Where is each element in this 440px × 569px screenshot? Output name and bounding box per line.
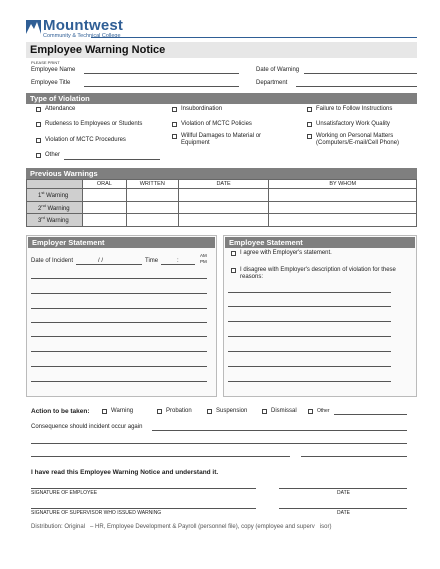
consequence-line[interactable]	[31, 443, 407, 444]
action-probation[interactable]: Probation	[157, 408, 192, 415]
cell[interactable]	[269, 189, 417, 202]
employer-statement-line[interactable]	[31, 278, 207, 279]
employer-statement-line[interactable]	[31, 322, 207, 323]
checkbox[interactable]	[172, 134, 177, 139]
department-label: Department	[256, 80, 288, 86]
employer-statement-line[interactable]	[31, 293, 207, 294]
employee-statement-line[interactable]	[228, 321, 391, 322]
table-row	[27, 201, 417, 214]
checkbox[interactable]	[307, 122, 312, 127]
checkbox[interactable]	[262, 409, 267, 414]
checkbox[interactable]	[172, 122, 177, 127]
violation-other-field[interactable]	[64, 159, 160, 160]
checkbox[interactable]	[231, 268, 236, 273]
date-of-warning-label: Date of Warning	[256, 67, 300, 73]
employee-name-label: Employee Name	[31, 67, 76, 73]
time-colon: :	[177, 258, 179, 264]
consequence-line[interactable]	[31, 456, 290, 457]
employee-statement-header: Employee Statement	[225, 237, 415, 248]
date-of-warning-field[interactable]	[304, 73, 417, 74]
column-header: ORAL	[82, 180, 126, 189]
employee-statement-line[interactable]	[228, 306, 391, 307]
checkbox[interactable]	[307, 107, 312, 112]
cell[interactable]	[82, 201, 126, 214]
checkbox[interactable]	[36, 153, 41, 158]
column-header: DATE	[178, 180, 269, 189]
employee-statement-line[interactable]	[228, 336, 391, 337]
violation-insubordination[interactable]: Insubordination	[172, 106, 222, 113]
employee-date-label: DATE	[337, 490, 350, 496]
cell[interactable]	[82, 189, 126, 202]
employee-title-label: Employee Title	[31, 80, 71, 86]
employer-statement-line[interactable]	[31, 381, 207, 382]
action-dismissal[interactable]: Dismissal	[262, 408, 297, 415]
violation-other[interactable]: Other	[36, 152, 60, 159]
checkbox[interactable]	[172, 107, 177, 112]
consequence-label: Consequence should incident occur again	[31, 424, 143, 430]
checkbox[interactable]	[231, 251, 236, 256]
table-row	[27, 189, 417, 202]
violation-mctc-procedures[interactable]: Violation of MCTC Procedures	[36, 137, 126, 144]
checkbox[interactable]	[307, 134, 312, 139]
consequence-line[interactable]	[301, 456, 407, 457]
action-suspension[interactable]: Suspension	[207, 408, 247, 415]
checkbox[interactable]	[157, 409, 162, 414]
cell[interactable]	[126, 189, 178, 202]
supervisor-signature-line[interactable]	[31, 508, 256, 509]
college-logo-icon	[26, 20, 41, 34]
checkbox[interactable]	[207, 409, 212, 414]
violation-attendance[interactable]: Attendance	[36, 106, 75, 113]
cell[interactable]	[178, 189, 269, 202]
date-of-incident-label: Date of Incident	[31, 258, 74, 264]
employee-statement-line[interactable]	[228, 381, 391, 382]
action-warning[interactable]: Warning	[102, 408, 133, 415]
supervisor-signature-label: SIGNATURE OF SUPERVISOR WHO ISSUED WARNING	[31, 510, 162, 516]
column-header: WRITTEN	[126, 180, 178, 189]
checkbox[interactable]	[36, 122, 41, 127]
table-header-row	[27, 180, 417, 189]
cell[interactable]	[178, 201, 269, 214]
column-header: BY WHOM	[269, 180, 417, 189]
employer-statement-line[interactable]	[31, 366, 207, 367]
employee-signature-line[interactable]	[31, 488, 256, 489]
employee-agree-option[interactable]: I agree with Employer's statement.	[231, 250, 332, 257]
date-separators: / /	[98, 258, 104, 264]
employee-statement-panel	[223, 235, 417, 397]
employee-title-field[interactable]	[84, 86, 239, 87]
action-other-field[interactable]	[334, 414, 407, 415]
action-other[interactable]: Other	[308, 408, 330, 415]
employer-statement-header: Employer Statement	[28, 237, 215, 248]
department-field[interactable]	[296, 86, 417, 87]
am-label: AM	[200, 253, 207, 258]
acknowledge-text: I have read this Employee Warning Notice and understand it.	[31, 469, 219, 476]
cell[interactable]	[126, 201, 178, 214]
row-label: 2nd Warning	[27, 201, 83, 214]
employee-name-field[interactable]	[84, 73, 239, 74]
checkbox[interactable]	[36, 107, 41, 112]
time-label: Time	[145, 258, 159, 264]
consequence-field[interactable]	[152, 430, 407, 431]
employee-statement-line[interactable]	[228, 351, 391, 352]
violation-work-quality[interactable]: Unsatisfactory Work Quality	[307, 121, 390, 128]
date-of-incident-field[interactable]	[76, 264, 142, 265]
please-print-note: PLEASE PRINT	[31, 60, 60, 65]
cell[interactable]	[269, 201, 417, 214]
cell[interactable]	[126, 214, 178, 227]
employee-date-line[interactable]	[279, 488, 407, 489]
cell[interactable]	[269, 214, 417, 227]
brand-subtitle: Community & Technical College	[43, 33, 121, 39]
supervisor-date-label: DATE	[337, 510, 350, 516]
brand-rule	[91, 37, 417, 38]
employee-disagree-option[interactable]: I disagree with Employer's description of violation for these reasons:	[231, 267, 413, 281]
row-label: 3rd Warning	[27, 214, 83, 227]
supervisor-date-line[interactable]	[279, 508, 407, 509]
employer-statement-line[interactable]	[31, 351, 207, 352]
action-label: Action to be taken:	[31, 408, 90, 415]
violation-personal-matters[interactable]: Working on Personal Matters (Computers/E-mail/Cell Phone)	[307, 133, 417, 147]
employer-statement-line[interactable]	[31, 336, 207, 337]
cell[interactable]	[178, 214, 269, 227]
violation-failure-to-follow[interactable]: Failure to Follow Instructions	[307, 106, 392, 113]
pm-label: PM	[200, 259, 207, 264]
checkbox[interactable]	[102, 409, 107, 414]
employee-statement-line[interactable]	[228, 292, 391, 293]
row-label: 1st Warning	[27, 189, 83, 202]
employee-statement-line[interactable]	[228, 366, 391, 367]
previous-warnings-header: Previous Warnings	[26, 168, 417, 179]
violation-mctc-policies[interactable]: Violation of MCTC Policies	[172, 121, 252, 128]
time-field[interactable]	[161, 264, 195, 265]
violation-rudeness[interactable]: Rudeness to Employees or Students	[36, 121, 142, 128]
distribution-note: Distribution: Original – HR, Employee Development & Payroll (personnel file), copy (employee and superv isor)	[31, 524, 332, 530]
checkbox[interactable]	[36, 138, 41, 143]
employer-statement-line[interactable]	[31, 308, 207, 309]
table-row	[27, 214, 417, 227]
page-title: Employee Warning Notice	[30, 44, 166, 56]
previous-warnings-table	[26, 179, 417, 227]
violation-section-header: Type of Violation	[26, 93, 417, 104]
brand-name: Mountwest	[43, 17, 124, 34]
checkbox[interactable]	[308, 409, 313, 414]
employee-signature-label: SIGNATURE OF EMPLOYEE	[31, 490, 98, 496]
cell[interactable]	[82, 214, 126, 227]
violation-willful-damages[interactable]: Willful Damages to Material or Equipment	[172, 133, 282, 147]
